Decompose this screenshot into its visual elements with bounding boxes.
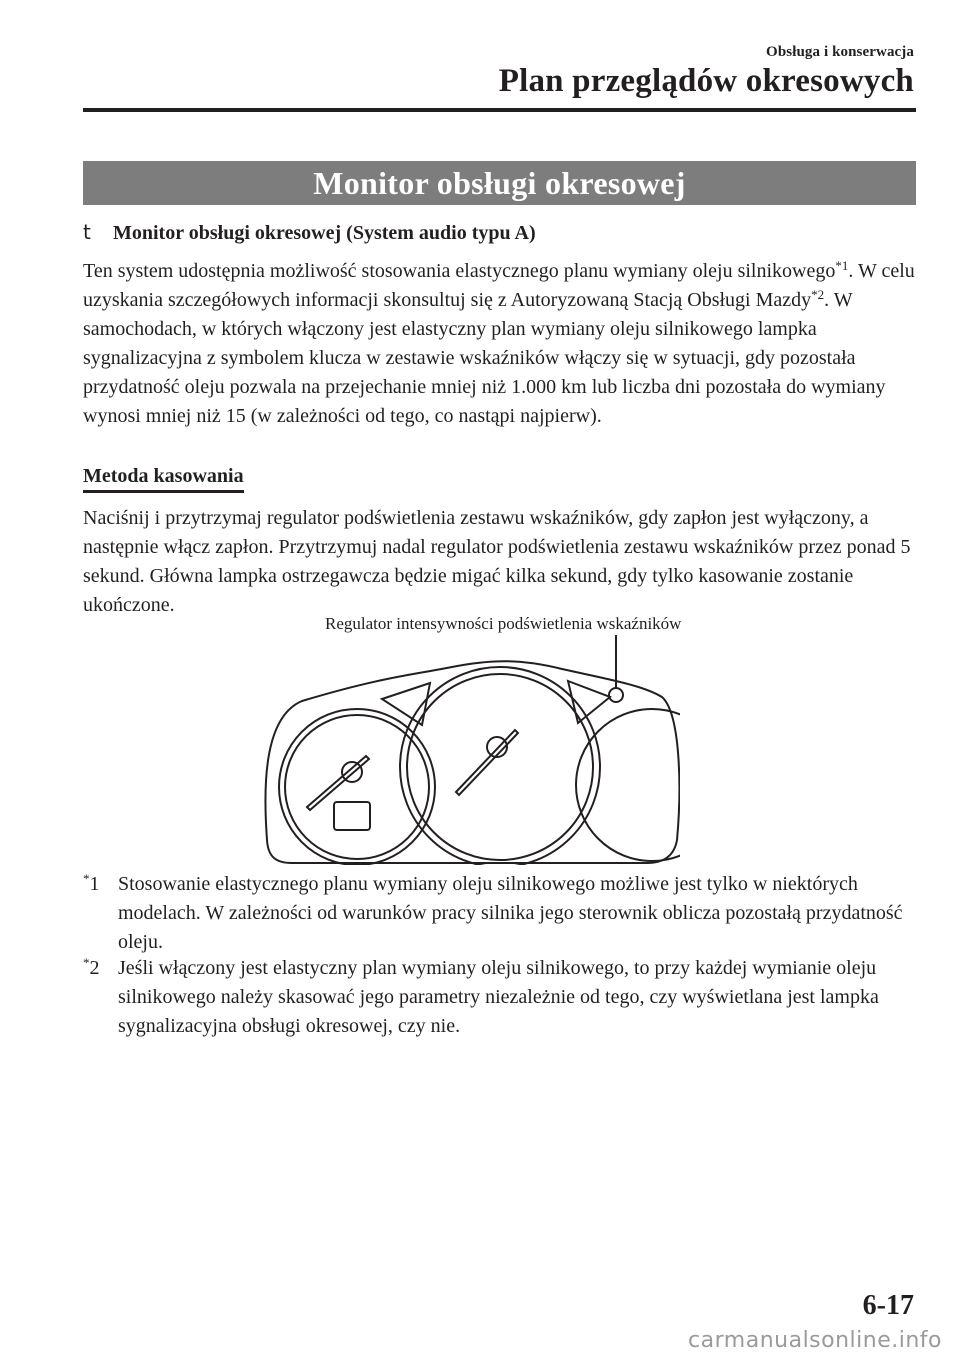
cluster-housing [265, 661, 679, 863]
centre-gauge-outer [400, 667, 600, 865]
figure-callout-label: Regulator intensywności podświetlenia wskaźników [325, 614, 682, 633]
left-gauge-inner [285, 715, 429, 859]
footnote-2-mark: *2 [83, 955, 100, 979]
illumination-dimmer-knob [609, 688, 623, 702]
intro-text-2: . W celu uzyskania szczegółowych informacji skonsultuj się z Autoryzowaną Stacją Obsługi Mazdy [83, 260, 915, 311]
instrument-cluster-illustration [262, 635, 682, 865]
subsection-marker: t [83, 220, 91, 244]
footnote-ref-1: *1 [835, 258, 849, 273]
footnote-ref-2: *2 [811, 287, 825, 302]
footnote-1-text: Stosowanie elastycznego planu wymiany oleju silnikowego możliwe jest tylko w niektórych modelach. W zależności od warunków pracy silnika jego sterownik oblicza pozostałą przydatność oleju. [118, 873, 903, 953]
running-header-section: Obsługa i konserwacja [766, 44, 914, 60]
intro-paragraph [83, 257, 923, 431]
section-banner: Monitor obsługi okresowej [83, 161, 916, 205]
footnote-1 [83, 870, 923, 960]
footnote-2-text: Jeśli włączony jest elastyczny plan wymiany oleju silnikowego, to przy każdej wymianie oleju silnikowego należy skasować jego parametry niezależnie od tego, czy wyświetlana jest lampka sygnalizacyjna obsługi okresowej, czy nie. [118, 957, 879, 1037]
intro-text-1: Ten system udostępnia możliwość stosowania elastycznego planu wymiany oleju silnikowego [83, 260, 836, 282]
method-paragraph: Naciśnij i przytrzymaj regulator podświetlenia zestawu wskaźników, gdy zapłon jest wyłączony, a następnie włącz zapłon. Przytrzymuj nadal regulator podświetlenia zestawu wskaźników przez ponad 5 sekund. Główna lampka ostrzegawcza będzie migać kilka sekund, gdy tylko kasowanie zostanie ukończone. [83, 507, 911, 616]
subsection-title: Monitor obsługi okresowej (System audio typu A) [113, 222, 536, 244]
centre-needle [456, 730, 518, 795]
left-gauge-outer [279, 709, 435, 865]
footnote-1-mark: *1 [83, 871, 100, 895]
method-heading: Metoda kasowania [83, 465, 244, 493]
page-number: 6-17 [862, 1290, 914, 1321]
site-watermark: carmanualsonline.info [688, 1328, 942, 1353]
intro-text-3: . W samochodach, w których włączony jest elastyczny plan wymiany oleju silnikowego lampka sygnalizacyjna z symbolem klucza w zestawie wskaźników włączy się w sytuacji, gdy pozostała przydatność oleju pozwala na przejechanie mniej niż 1.000 km lub liczba dni pozostała do wymiany wynosi mniej niż 15 (w zależności od tego, co nastąpi najpierw). [83, 289, 886, 427]
right-indicator-triangle [568, 681, 610, 723]
left-gauge-display [334, 802, 370, 830]
subsection-heading [83, 220, 536, 245]
footnote-2 [83, 954, 923, 1044]
centre-gauge-inner [407, 674, 593, 860]
running-header-title: Plan przeglądów okresowych [498, 63, 914, 99]
header-divider [83, 108, 916, 112]
